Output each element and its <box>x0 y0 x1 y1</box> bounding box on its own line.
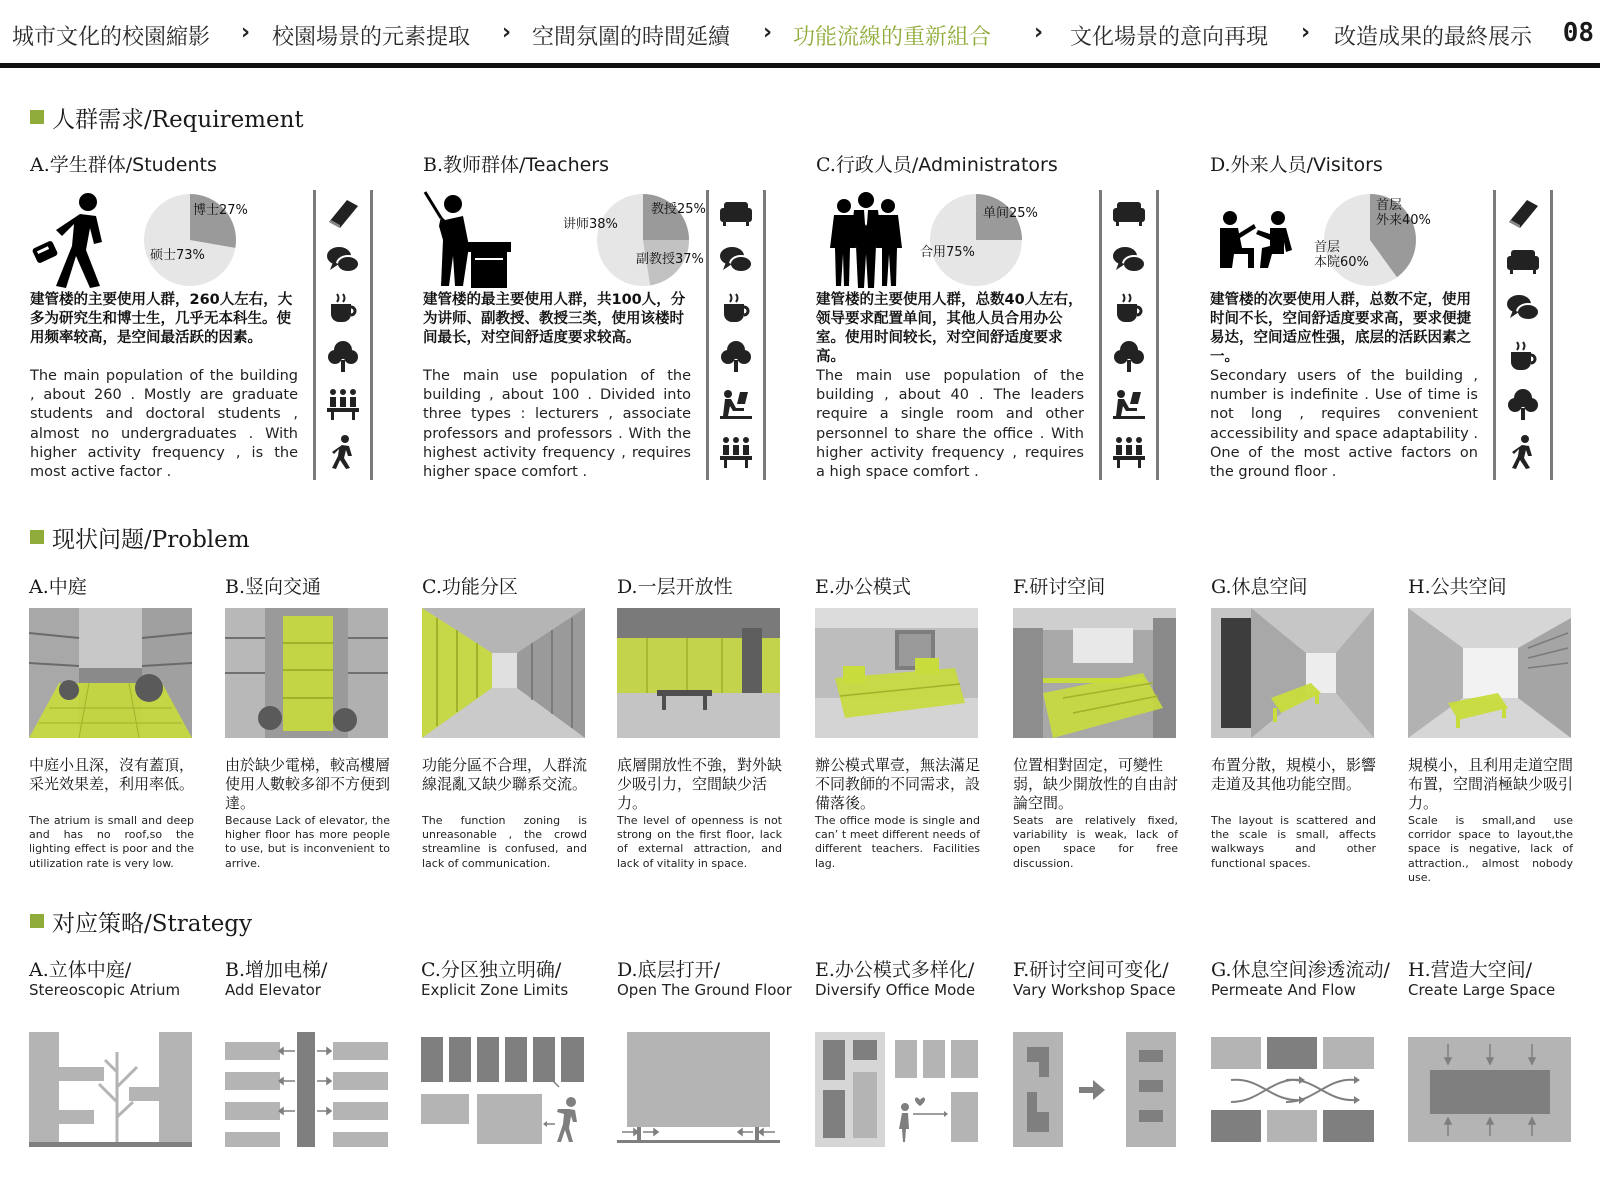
problem-desc-cn: 由於缺少電梯，較高樓層使用人數較多卻不方便到達。 <box>225 756 391 812</box>
office-photo <box>815 608 978 738</box>
strategy-title-cn: C.分区独立明确/ <box>421 959 562 981</box>
requirement-title: B.教师群体/Teachers <box>423 154 610 176</box>
requirement-group-teachers <box>423 145 803 505</box>
requirement-title: C.行政人员/Administrators <box>816 154 1058 176</box>
book-icon <box>325 194 361 230</box>
problem-title: G.休息空间 <box>1211 576 1308 598</box>
strategy-title-en: Explicit Zone Limits <box>421 981 569 999</box>
meeting-icon <box>1111 434 1147 470</box>
pie-chart <box>533 190 713 290</box>
problem-desc-en: The level of openness is not strong on the first floor, lack of external attraction, and lack of vitality in space. <box>617 814 782 870</box>
breadcrumb-item-3[interactable]: 空間氛圍的時間延續 <box>532 25 731 50</box>
section-heading-problem <box>30 522 250 552</box>
problem-column <box>815 572 985 870</box>
activity-icons-column <box>1493 190 1553 480</box>
page-number: 08 <box>1562 18 1594 48</box>
problem-desc-en: The office mode is single and can’ t meet different needs of different teachers. Facilities lag. <box>815 814 980 870</box>
problem-desc-en: Because Lack of elevator, the higher floor has more people to use, but is inconvenient to arrive. <box>225 814 390 870</box>
sofa-icon <box>1111 194 1147 230</box>
problem-desc-cn: 布置分散，規模小，影響走道及其他功能空間。 <box>1211 756 1377 793</box>
workshop-diagram <box>1013 1032 1176 1147</box>
breadcrumb-separator: › <box>1301 20 1311 45</box>
pie-label: 首层 本院60% <box>1314 240 1369 270</box>
activity-icons-column <box>706 190 766 480</box>
strategy-column <box>815 955 1010 999</box>
problem-desc-cn: 底層開放性不強，對外缺少吸引力，空間缺少活力。 <box>617 756 783 812</box>
requirement-group-students <box>30 145 410 505</box>
problem-desc-cn: 位置相對固定，可變性弱，缺少開放性的自由討論空間。 <box>1013 756 1179 812</box>
green-square-bullet <box>30 110 44 124</box>
pie-label: 合用75% <box>920 245 975 260</box>
breadcrumb-item-5[interactable]: 文化場景的意向再現 <box>1070 25 1269 50</box>
rest-hall-photo <box>1211 608 1374 738</box>
requirement-desc-en: Secondary users of the building , number is indefinite . Use of time is not long , requires convenient accessibility and space adaptability . One of the most active factors on the ground floor . <box>1210 368 1478 481</box>
meeting-icon <box>325 386 361 422</box>
chat-icon <box>1111 242 1147 278</box>
section-title: 现状问题/Problem <box>52 526 250 553</box>
problem-desc-en: Seats are relatively fixed, variability is weak, lack of open space for free discussion. <box>1013 814 1178 870</box>
breadcrumb-separator: › <box>502 20 512 45</box>
pie-chart <box>140 190 320 290</box>
problem-column <box>1408 572 1578 884</box>
problem-desc-cn: 中庭小且深，沒有蓋頂，采光效果差，利用率低。 <box>29 756 195 793</box>
strategy-title-en: Add Elevator <box>225 981 321 999</box>
strategy-title-cn: D.底层打开/ <box>617 959 721 981</box>
requirement-group-administrators <box>816 145 1196 505</box>
strategy-title-en: Create Large Space <box>1408 981 1556 999</box>
breadcrumb-item-1[interactable]: 城市文化的校園縮影 <box>12 25 211 50</box>
problem-desc-en: The atrium is small and deep and has no roof,so the lighting effect is poor and the utilization rate is very low. <box>29 814 194 870</box>
strategy-column <box>225 955 420 999</box>
green-square-bullet <box>30 914 44 928</box>
requirement-desc-en: The main population of the building , about 260 . Mostly are graduate students and doctoral students , almost no undergraduates . With higher activity frequency , is the most active factor . <box>30 368 298 481</box>
problem-desc-en: Scale is small,and use corridor space to layout,the space is negative, lack of attraction., almost nobody use. <box>1408 814 1573 884</box>
walking-icon <box>325 434 361 470</box>
problem-desc-cn: 辦公模式單壹，無法滿足不同教師的不同需求，設備落後。 <box>815 756 981 812</box>
requirement-desc-cn: 建管楼的最主要使用人群，共100人，分为讲师、副教授、教授三类，使用该楼时间最长，对空间舒适度要求较高。 <box>423 292 686 346</box>
visitors-icon <box>1210 190 1310 290</box>
atrium-diagram <box>29 1032 192 1147</box>
chat-icon <box>325 242 361 278</box>
requirement-desc-en: The main use population of the building , about 40 . The leaders require a single room and other personnel to share the office . With higher activity frequency , requires a high space comfort . <box>816 368 1084 481</box>
problem-title: A.中庭 <box>29 576 87 598</box>
problem-title: H.公共空间 <box>1408 576 1507 598</box>
activity-icons-column <box>1099 190 1159 480</box>
walking-icon <box>1505 434 1541 470</box>
problem-title: F.研讨空间 <box>1013 576 1106 598</box>
ground-floor-photo <box>617 608 780 738</box>
problem-column <box>617 572 787 870</box>
chat-icon <box>1505 290 1541 326</box>
pie-label: 硕士73% <box>150 248 205 263</box>
problem-column <box>1211 572 1381 870</box>
breadcrumb-separator: › <box>763 20 773 45</box>
green-square-bullet <box>30 530 44 544</box>
tree-icon <box>325 338 361 374</box>
chat-icon <box>718 242 754 278</box>
corridor-photo <box>422 608 585 738</box>
strategy-title-en: Permeate And Flow <box>1211 981 1356 999</box>
admin-group-icon <box>816 190 916 290</box>
office-mode-diagram <box>815 1032 978 1147</box>
pie-label: 单间25% <box>983 206 1038 221</box>
book-icon <box>1505 194 1541 230</box>
lecturer-icon <box>423 190 523 290</box>
strategy-title-cn: A.立体中庭/ <box>29 959 132 981</box>
desk-icon <box>1111 386 1147 422</box>
problem-desc-cn: 功能分區不合理，人群流線混亂又缺少聯系交流。 <box>422 756 588 793</box>
strategy-column <box>1408 955 1600 999</box>
problem-column <box>29 572 199 870</box>
vertical-traffic-photo <box>225 608 388 738</box>
tree-icon <box>718 338 754 374</box>
strategy-title-cn: G.休息空间渗透流动/ <box>1211 959 1390 981</box>
strategy-column <box>1211 955 1406 999</box>
public-space-photo <box>1408 608 1571 738</box>
pie-chart <box>920 190 1106 290</box>
problem-title: E.办公模式 <box>815 576 911 598</box>
pie-slice-professor <box>643 194 689 240</box>
breadcrumb-separator: › <box>1034 20 1044 45</box>
pie-label: 教授25% <box>651 202 706 217</box>
zone-diagram <box>421 1032 584 1147</box>
tree-icon <box>1505 386 1541 422</box>
pie-chart <box>1314 190 1500 290</box>
pie-label: 讲师38% <box>563 217 618 232</box>
pie-label: 博士27% <box>193 203 248 218</box>
coffee-icon <box>325 290 361 326</box>
pie-label: 副教授37% <box>636 252 704 267</box>
seminar-photo <box>1013 608 1176 738</box>
coffee-icon <box>718 290 754 326</box>
requirement-desc-cn: 建管楼的主要使用人群，总数40人左右，领导要求配置单间，其他人员合用办公室。使用时间较长，对空间舒适度要求高。 <box>816 292 1083 365</box>
breadcrumb-item-6[interactable]: 改造成果的最終展示 <box>1334 25 1533 50</box>
breadcrumb-item-2[interactable]: 校園場景的元素提取 <box>272 25 471 50</box>
problem-desc-en: The layout is scattered and the scale is small, affects walkways and other functional spaces. <box>1211 814 1376 870</box>
problem-column <box>422 572 592 870</box>
walking-student-icon <box>30 190 130 290</box>
strategy-title-cn: H.营造大空间/ <box>1408 959 1533 981</box>
strategy-title-cn: E.办公模式多样化/ <box>815 959 975 981</box>
problem-desc-en: The function zoning is unreasonable , the crowd streamline is confused, and lack of communication. <box>422 814 587 870</box>
problem-title: B.竖向交通 <box>225 576 322 598</box>
strategy-column <box>29 955 224 999</box>
requirement-desc-cn: 建管楼的次要使用人群，总数不定，使用时间不长，空间舒适度要求高，要求便捷易达，空间适应性强，底层的活跃因素之一。 <box>1210 292 1471 365</box>
requirement-desc-en: The main use population of the building , about 100 . Divided into three types : lecturers , associate professors and professors . With the highest activity frequency , requires higher space comfort . <box>423 368 691 481</box>
strategy-title-cn: B.增加电梯/ <box>225 959 328 981</box>
section-title: 对应策略/Strategy <box>52 910 253 937</box>
requirement-desc-cn: 建管楼的主要使用人群，260人左右，大多为研究生和博士生，几乎无本科生。使用频率较高，是空间最活跃的因素。 <box>30 292 293 346</box>
strategy-column <box>617 955 812 999</box>
flow-diagram <box>1211 1032 1374 1147</box>
sofa-icon <box>718 194 754 230</box>
problem-column <box>1013 572 1183 870</box>
strategy-title-cn: F.研讨空间可变化/ <box>1013 959 1169 981</box>
desk-icon <box>718 386 754 422</box>
strategy-title-en: Open The Ground Floor <box>617 981 792 999</box>
problem-column <box>225 572 395 870</box>
strategy-column <box>421 955 616 999</box>
open-floor-diagram <box>617 1032 780 1147</box>
strategy-title-en: Stereoscopic Atrium <box>29 981 181 999</box>
tree-icon <box>1111 338 1147 374</box>
section-heading-strategy <box>30 906 252 936</box>
atrium-photo <box>29 608 192 738</box>
requirement-title: D.外来人员/Visitors <box>1210 154 1383 176</box>
large-space-diagram <box>1408 1032 1571 1147</box>
problem-title: C.功能分区 <box>422 576 518 598</box>
breadcrumb-item-4-active[interactable]: 功能流線的重新組合 <box>793 25 992 50</box>
problem-desc-cn: 規模小，且利用走道空間布置，空間消極缺少吸引力。 <box>1408 756 1574 812</box>
pie-label: 首层 外来40% <box>1376 198 1431 228</box>
breadcrumb <box>0 0 1600 68</box>
elevator-diagram <box>225 1032 388 1147</box>
strategy-column <box>1013 955 1208 999</box>
strategy-title-en: Diversify Office Mode <box>815 981 976 999</box>
strategy-title-en: Vary Workshop Space <box>1013 981 1176 999</box>
meeting-icon <box>718 434 754 470</box>
requirement-group-visitors <box>1210 145 1590 505</box>
breadcrumb-separator: › <box>241 20 251 45</box>
section-title: 人群需求/Requirement <box>52 106 304 133</box>
coffee-icon <box>1505 338 1541 374</box>
section-heading-requirement <box>30 102 304 132</box>
coffee-icon <box>1111 290 1147 326</box>
activity-icons-column <box>313 190 373 480</box>
problem-title: D.一层开放性 <box>617 576 733 598</box>
sofa-icon <box>1505 242 1541 278</box>
requirement-title: A.学生群体/Students <box>30 154 217 176</box>
